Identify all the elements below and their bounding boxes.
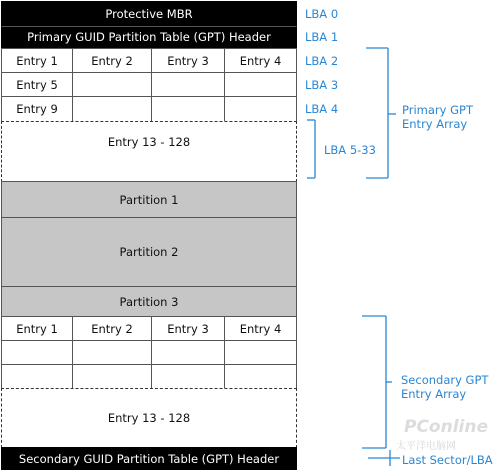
primary-entry-cell <box>151 96 225 122</box>
primary-entry-cell <box>72 72 152 97</box>
entry-label: Entry 5 <box>16 77 58 92</box>
partition-2-text: Partition 2 <box>119 245 179 259</box>
primary-array-label-line2: Entry Array <box>402 117 468 131</box>
entry-label: Entry 4 <box>239 53 282 68</box>
secondary-entry-cell <box>72 364 152 389</box>
secondary-entry-cell <box>224 364 297 389</box>
secondary-entry-cell <box>224 316 297 341</box>
secondary-gpt-header-text: Secondary GUID Partition Table (GPT) Header <box>18 451 280 466</box>
primary-entry-cell <box>72 48 152 73</box>
primary-entry-cell <box>224 48 297 73</box>
primary-entry-cell <box>1 72 73 97</box>
protective-mbr-block <box>1 1 297 26</box>
entry-label: Entry 9 <box>16 102 58 116</box>
entry-label: Entry 2 <box>91 321 133 336</box>
secondary-entry-cell <box>1 316 73 341</box>
last-sector-label: Last Sector/LBA <box>402 453 493 467</box>
protective-mbr-text: Protective MBR <box>105 6 193 21</box>
entry-label: Entry 2 <box>91 53 133 68</box>
secondary-array-bracket <box>360 314 394 450</box>
lba-0-label: LBA 0 <box>305 7 339 21</box>
entry-label: Entry 4 <box>239 321 282 336</box>
secondary-array-label-line1: Secondary GPT <box>401 373 489 387</box>
watermark-logo: PConline <box>404 417 489 437</box>
primary-array-label-line1: Primary GPT <box>402 103 473 117</box>
primary-entry-cell <box>1 96 73 122</box>
watermark-subtitle: 太平洋电脑网 <box>396 441 456 452</box>
secondary-entry-cell <box>151 340 225 365</box>
partition-2-block <box>1 217 297 287</box>
entry-label: Entry 1 <box>16 53 58 68</box>
partition-3-text: Partition 3 <box>119 294 179 309</box>
primary-entry-cell <box>1 48 73 73</box>
partition-1-text: Partition 1 <box>119 192 179 207</box>
entry-label: Entry 1 <box>16 321 58 336</box>
primary-gpt-header-block <box>1 26 297 48</box>
primary-entry-cell <box>224 96 297 122</box>
primary-entry-cell <box>224 72 297 97</box>
primary-entry-cell <box>151 48 225 73</box>
primary-entry-cell <box>151 72 225 97</box>
secondary-entry-cell <box>1 364 73 389</box>
secondary-entry-cell <box>72 340 152 365</box>
secondary-array-label-line2: Entry Array <box>401 387 467 401</box>
secondary-entry-cell <box>151 364 225 389</box>
secondary-gpt-header-block <box>1 447 297 470</box>
lba-4-label: LBA 4 <box>305 102 339 116</box>
lba-5-33-label: LBA 5-33 <box>324 143 376 157</box>
secondary-entry-cell <box>224 340 297 365</box>
entry-label: Entry 3 <box>167 321 209 336</box>
lba-3-label: LBA 3 <box>305 78 339 92</box>
primary-entry-remainder-text: Entry 13 - 128 <box>107 135 191 149</box>
secondary-entry-cell <box>151 316 225 341</box>
lba-2-label: LBA 2 <box>305 54 339 68</box>
lba-1-label: LBA 1 <box>305 30 339 44</box>
partition-3-block <box>1 286 297 317</box>
secondary-entry-cell <box>1 340 73 365</box>
lba-5-33-bracket <box>305 118 317 182</box>
secondary-entry-cell <box>72 316 152 341</box>
primary-entry-cell <box>72 96 152 122</box>
secondary-entry-remainder-text: Entry 13 - 128 <box>107 411 191 425</box>
partition-1-block <box>1 181 297 218</box>
primary-array-bracket <box>364 46 398 182</box>
secondary-entry-remainder <box>1 388 297 448</box>
primary-gpt-header-text: Primary GUID Partition Table (GPT) Header <box>27 30 271 44</box>
primary-entry-remainder <box>1 121 297 182</box>
entry-label: Entry 3 <box>167 53 209 68</box>
